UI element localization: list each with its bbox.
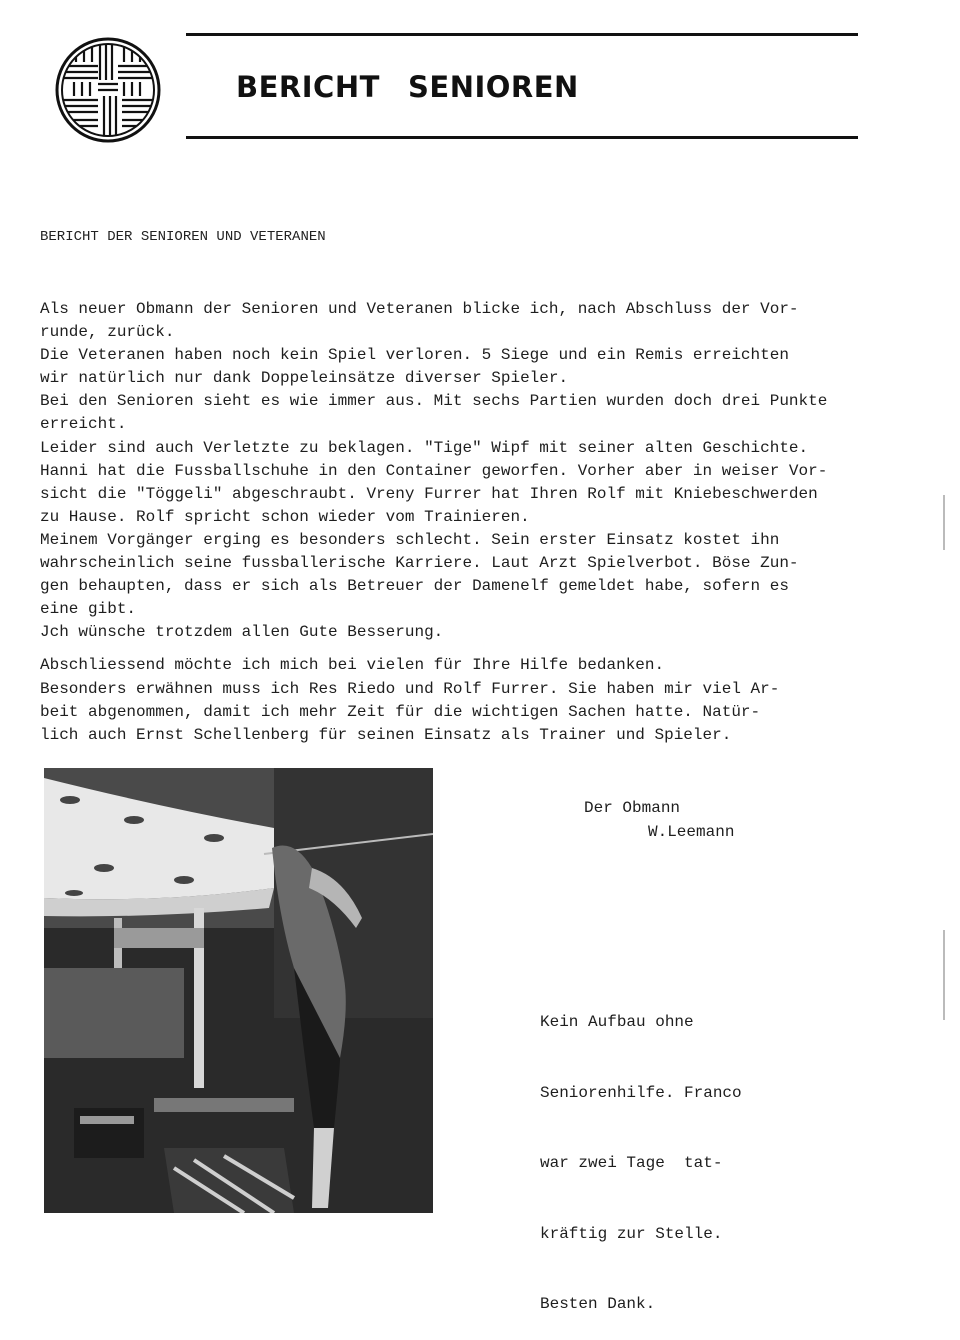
text-line: Hanni hat die Fussballschuhe in den Container geworfen. Vorher aber in weiser Vor-: [40, 461, 828, 480]
article-body: [40, 298, 940, 747]
text-line: Meinem Vorgänger erging es besonders schlecht. Sein erster Einsatz kostet ihn: [40, 530, 780, 549]
text-line: wahrscheinlich seine fussballerische Karriere. Laut Arzt Spielverbot. Böse Zun-: [40, 554, 799, 573]
signature-name: W.Leemann: [648, 823, 735, 841]
text-line: wir natürlich nur dank Doppeleinsätze diverser Spieler.: [40, 369, 569, 388]
woven-football-icon: [54, 36, 162, 144]
caption-line: Seniorenhilfe. Franco: [540, 1083, 742, 1102]
header-rule-top: [186, 33, 858, 36]
text-line: Bei den Senioren sieht es wie immer aus. Mit sechs Partien wurden doch drei Punkte: [40, 392, 828, 411]
text-line: zu Hause. Rolf spricht schon wieder vom Trainieren.: [40, 507, 530, 526]
signature-role: Der Obmann: [584, 799, 681, 817]
text-line: sicht die "Töggeli" abgeschraubt. Vreny Furrer hat Ihren Rolf mit Kniebeschwerden: [40, 484, 818, 503]
text-line: lich auch Ernst Schellenberg für seinen Einsatz als Trainer und Spieler.: [40, 725, 732, 744]
text-line: Abschliessend möchte ich mich bei vielen für Ihre Hilfe bedanken.: [40, 656, 665, 675]
text-line: Als neuer Obmann der Senioren und Veteranen blicke ich, nach Abschluss der Vor-: [40, 300, 799, 318]
text-line: erreicht.: [40, 415, 127, 434]
caption-line: kräftig zur Stelle.: [540, 1224, 723, 1243]
caption-line: war zwei Tage tat-: [540, 1154, 723, 1172]
signature-block: [584, 796, 734, 844]
text-line: Besonders erwähnen muss ich Res Riedo und Rolf Furrer. Sie haben mir viel Ar-: [40, 679, 780, 698]
header-rule-bottom: [186, 136, 858, 139]
text-line: Jch wünsche trotzdem allen Gute Besserung.: [40, 623, 444, 642]
paragraph-1: [40, 298, 940, 644]
photo-player-tent-icon: [44, 768, 433, 1213]
text-line: Leider sind auch Verletzte zu beklagen. "Tige" Wipf mit seiner alten Geschichte.: [40, 438, 809, 457]
text-line: Die Veteranen haben noch kein Spiel verloren. 5 Siege und ein Remis erreichten: [40, 346, 789, 365]
page-title-word-1: BERICHT: [236, 70, 380, 104]
text-line: beit abgenommen, damit ich mehr Zeit für die wichtigen Sachen hatte. Natür-: [40, 702, 761, 721]
paragraph-2: [40, 654, 940, 746]
caption-line: Besten Dank.: [540, 1295, 656, 1313]
page-title-word-2: SENIOREN: [408, 70, 579, 104]
text-line: eine gibt.: [40, 600, 137, 619]
scan-edge-mark: [943, 930, 945, 1020]
article-heading: BERICHT DER SENIOREN UND VETERANEN: [40, 229, 326, 245]
caption-line: Kein Aufbau ohne: [540, 1013, 694, 1031]
scan-edge-mark: [943, 495, 945, 550]
text-line: gen behaupten, dass er sich als Betreuer der Damenelf gemeldet habe, sofern es: [40, 577, 789, 596]
text-line: runde, zurück.: [40, 323, 175, 342]
photo-caption: [540, 964, 742, 1340]
